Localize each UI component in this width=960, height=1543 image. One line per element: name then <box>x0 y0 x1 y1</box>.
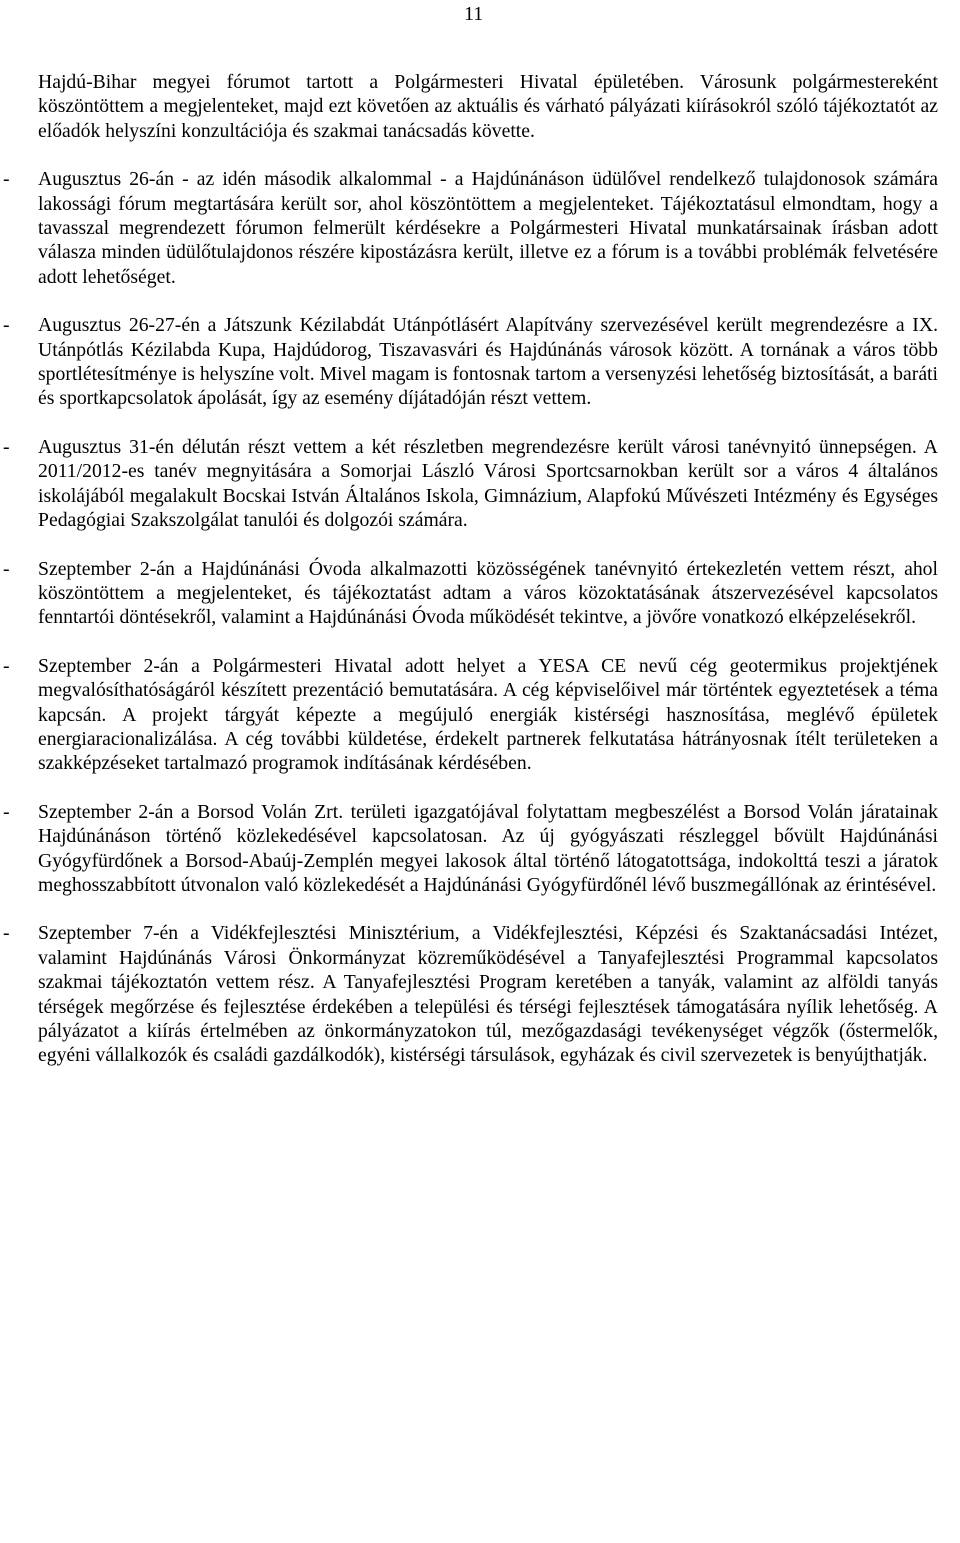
list-item-text: Augusztus 26-án - az idén második alkalommal - a Hajdúnánáson üdülővel rendelkező tulajdonosok számára lakossági fórum megtartására került sor, ahol köszöntöttem a megjelenteket. Tájékoztatásul elmondtam, hogy a tavasszal megrendezett fórumon felmerült kérdésekre a Polgármesteri Hivatal munkatársainak írásban adott válasza minden üdülőtulajdonos részére kipostázásra került, illetve ez a fórum is a további problémák felvetésére adott lehetőséget. <box>38 168 938 288</box>
list-item <box>0 921 960 1067</box>
list-dash: - <box>3 168 10 191</box>
list-item-text: Augusztus 26-27-én a Játszunk Kézilabdát Utánpótlásért Alapítvány szervezésével került megrendezésre a IX. Utánpótlás Kézilabda Kupa, Hajdúdorog, Tiszavasvári és Hajdúnánás városok között. A tornának a város több sportlétesítménye is helyszíne volt. Mivel magam is fontosnak tartom a versenyzési lehetőség biztosítását, a baráti és sportkapcsolatok ápolását, így az esemény díjátadóján részt vettem. <box>38 314 938 410</box>
list-dash: - <box>3 435 10 458</box>
list-item-text: Szeptember 2-án a Hajdúnánási Óvoda alkalmazotti közösségének tanévnyitó értekezletén vettem részt, ahol köszöntöttem a megjelenteket, és tájékoztatást adtam a város közoktatásának átszervezésével kapcsolatos fenntartói döntésekről, valamint a Hajdúnánási Óvoda működését tekintve, a jövőre vonatkozó elképzelésekről. <box>38 557 938 629</box>
list-item <box>0 313 960 411</box>
list-dash: - <box>3 922 10 945</box>
page-number: 11 <box>464 3 484 25</box>
document-body <box>0 70 960 1092</box>
list-item-text: Szeptember 7-én a Vidékfejlesztési Minisztérium, a Vidékfejlesztési, Képzési és Szaktanácsadási Intézet, valamint Hajdúnánás Városi Önkormányzat közreműködésével a Tanyafejlesztési Programmal kapcsolatos szakmai tájékoztatón vettem rész. A Tanyafejlesztési Program keretében a tanyák, valamint az alföldi tanyás térségek megőrzése és fejlesztése érdekében a települési és térségi fejlesztések támogatására nyílik lehetőség. A pályázatot a kiírás értelmében az önkormányzatokon túl, mezőgazdasági tevékenységet végzők (őstermelők, egyéni vállalkozók és családi gazdálkodók), kistérségi társulások, egyházak és civil szervezetek is benyújthatják. <box>38 922 938 1067</box>
list-item <box>0 800 960 898</box>
list-item-text: Augusztus 31-én délután részt vettem a két részletben megrendezésre került városi tanévnyitó ünnepségen. A 2011/2012-es tanév megnyitására a Somorjai László Városi Sportcsarnokban került sor a város 4 általános iskolájából megalakult Bocskai István Általános Iskola, Gimnázium, Alapfokú Művészeti Intézmény és Egységes Pedagógiai Szakszolgálat tanulói és dolgozói számára. <box>38 435 938 532</box>
list-item <box>0 167 960 289</box>
list-dash: - <box>3 800 10 823</box>
intro-paragraph: Hajdú-Bihar megyei fórumot tartott a Polgármesteri Hivatal épületében. Városunk polgármestereként köszöntöttem a megjelenteket, majd ezt követően az aktuális és várható pályázati kiírásokról szóló tájékoztatót az előadók helyszíni konzultációja és szakmai tanácsadás követte. <box>38 71 938 142</box>
list-item <box>0 654 960 776</box>
list-dash: - <box>3 314 10 337</box>
list-dash: - <box>3 557 10 580</box>
list-item-text: Szeptember 2-án a Polgármesteri Hivatal adott helyet a YESA CE nevű cég geotermikus projektjének megvalósíthatóságáról készített prezentáció bemutatására. A cég képviselőivel már történtek egyeztetések a téma kapcsán. A projekt tárgyát képezte a megújuló energiák kistérségi hasznosítása, meglévő épületek energiaracionalizálása. A cég további küldetése, érdekelt partnerek felkutatása hátrányosnak ítélt területeken a szakképzéseket tartalmazó programok indításának kérdésében. <box>38 654 938 775</box>
list-dash: - <box>3 654 10 677</box>
list-item-text: Szeptember 2-án a Borsod Volán Zrt. területi igazgatójával folytattam megbeszélést a Borsod Volán járatainak Hajdúnánáson történő közlekedésével kapcsolatosan. Az új gyógyászati részleggel bővült Hajdúnánási Gyógyfürdőnek a Borsod-Abaúj-Zemplén megyei lakosok által történő látogatottsága, indokolttá teszi a járatok meghosszabbított útvonalon való közlekedését a Hajdúnánási Gyógyfürdőnél lévő buszmegállónak az érintésével. <box>38 800 938 896</box>
list-item <box>0 435 960 533</box>
list-item <box>0 557 960 630</box>
event-list <box>0 167 960 1068</box>
